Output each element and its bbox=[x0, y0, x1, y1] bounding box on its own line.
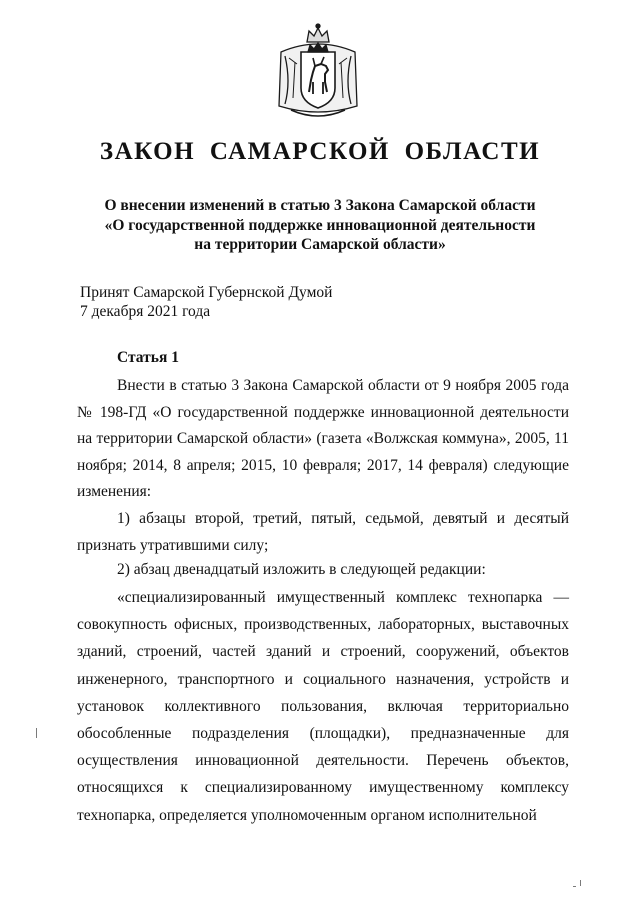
body-paragraph: 1) абзацы второй, третий, пятый, седьмой, девятый и десятый признать утратившими силу; bbox=[77, 510, 569, 554]
adoption-date: 7 декабря 2021 года bbox=[80, 303, 211, 320]
samara-coat-of-arms-icon bbox=[271, 22, 365, 122]
document-subtitle bbox=[0, 196, 640, 255]
article-heading: Статья 1 bbox=[117, 349, 179, 366]
subtitle-line: на территории Самарской области» bbox=[194, 236, 446, 253]
body-paragraph: «специализированный имущественный комплекс технопарка — совокупность офисных, производственных, лабораторных, выставочных зданий, строений, частей зданий и строений, сооружений, объектов инженерного, транспортного и социального назначения, устройств и установок коллективного пользования, включая территориально обособленные подразделения (площадки), предназначенные для осуществления инновационной деятельности. Перечень объектов, относящихся к специализированному имущественному комплексу технопарка, определяется уполномоченным органом исполнительной bbox=[77, 589, 569, 824]
document-title: ЗАКОН САМАРСКОЙ ОБЛАСТИ bbox=[99, 138, 541, 165]
scan-mark bbox=[36, 728, 37, 738]
adoption-info bbox=[80, 283, 332, 321]
subtitle-line: О внесении изменений в статью 3 Закона Самарской области bbox=[104, 197, 536, 214]
body-paragraph: Внести в статью 3 Закона Самарской области от 9 ноября 2005 года № 198-ГД «О государственной поддержке инновационной деятельности на территории Самарской области» (газета «Волжская коммуна», 2005, 11 ноября; 2014, 8 апреля; 2015, 10 февраля; 2017, 14 февраля) следующие изменения: bbox=[77, 377, 569, 500]
scan-mark bbox=[573, 886, 576, 887]
subtitle-line: «О государственной поддержке инновационной деятельности bbox=[104, 216, 536, 234]
adoption-body: Принят Самарской Губернской Думой bbox=[80, 284, 333, 301]
scan-mark bbox=[580, 880, 581, 886]
body-paragraph: 2) абзац двенадцатый изложить в следующей редакции: bbox=[117, 561, 486, 578]
